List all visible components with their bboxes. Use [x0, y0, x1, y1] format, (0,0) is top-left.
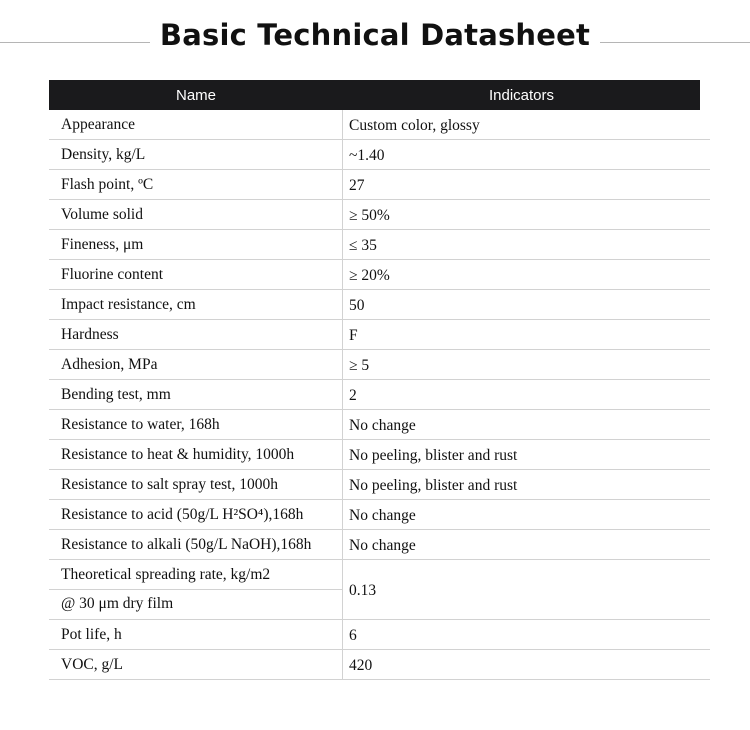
row-value: No change: [349, 417, 416, 434]
row-name: Fluorine content: [49, 260, 343, 289]
row-name: Impact resistance, cm: [49, 290, 343, 319]
table-row: [49, 380, 710, 410]
row-value: F: [349, 327, 358, 344]
row-value: 27: [349, 177, 365, 194]
table-row: [49, 110, 710, 140]
row-name: Resistance to acid (50g/L H²SO⁴),168h: [49, 500, 343, 529]
table-header: [49, 80, 700, 110]
row-split-line: [49, 589, 343, 590]
row-name: Hardness: [49, 320, 343, 349]
page-title: Basic Technical Datasheet: [159, 18, 591, 52]
row-value: No peeling, blister and rust: [349, 477, 518, 494]
table-row: [49, 350, 710, 380]
spreading-name-line1: Theoretical spreading rate, kg/m2: [61, 565, 271, 583]
title-area: [0, 0, 750, 86]
row-name: Fineness, μm: [49, 230, 343, 259]
table-row: [49, 140, 710, 170]
table-row: [49, 470, 710, 500]
row-value: ≤ 35: [349, 237, 377, 254]
row-value: Custom color, glossy: [349, 117, 480, 134]
row-value: ~1.40: [349, 147, 385, 164]
spreading-name-line2: @ 30 μm dry film: [61, 595, 174, 613]
row-name: VOC, g/L: [49, 650, 343, 679]
datasheet-table: [49, 80, 710, 680]
row-name: Density, kg/L: [49, 140, 343, 169]
table-row: [49, 320, 710, 350]
table-row: [49, 260, 710, 290]
row-value: ≥ 20%: [349, 267, 390, 284]
row-name: Pot life, h: [49, 620, 343, 649]
row-name: Resistance to alkali (50g/L NaOH),168h: [49, 530, 343, 559]
row-name: Resistance to salt spray test, 1000h: [49, 470, 343, 499]
row-name: Adhesion, MPa: [49, 350, 343, 379]
row-name: Appearance: [49, 110, 343, 139]
table-row: [49, 440, 710, 470]
table-row-spreading-rate: [49, 560, 710, 620]
table-row: [49, 290, 710, 320]
row-name: Resistance to water, 168h: [49, 410, 343, 439]
row-value: 6: [349, 627, 357, 644]
row-value: 50: [349, 297, 365, 314]
row-value: 420: [349, 657, 373, 674]
row-value: 2: [349, 387, 357, 404]
table-row: [49, 620, 710, 650]
row-name: Bending test, mm: [49, 380, 343, 409]
table-row: [49, 650, 710, 680]
row-value: ≥ 50%: [349, 207, 390, 224]
table-row: [49, 530, 710, 560]
column-header-name: Name: [175, 86, 216, 104]
column-header-indicators: Indicators: [488, 86, 555, 104]
row-value: No change: [349, 507, 416, 524]
row-name: Flash point, ºC: [49, 170, 343, 199]
row-value: 0.13: [349, 582, 377, 599]
table-row: [49, 410, 710, 440]
row-value: No peeling, blister and rust: [349, 447, 518, 464]
table-row: [49, 170, 710, 200]
table-body: [49, 110, 710, 680]
table-row: [49, 230, 710, 260]
row-name: Volume solid: [49, 200, 343, 229]
table-row: [49, 500, 710, 530]
row-value: No change: [349, 537, 416, 554]
table-row: [49, 200, 710, 230]
row-value: ≥ 5: [349, 357, 370, 374]
row-name: Resistance to heat & humidity, 1000h: [49, 440, 343, 469]
